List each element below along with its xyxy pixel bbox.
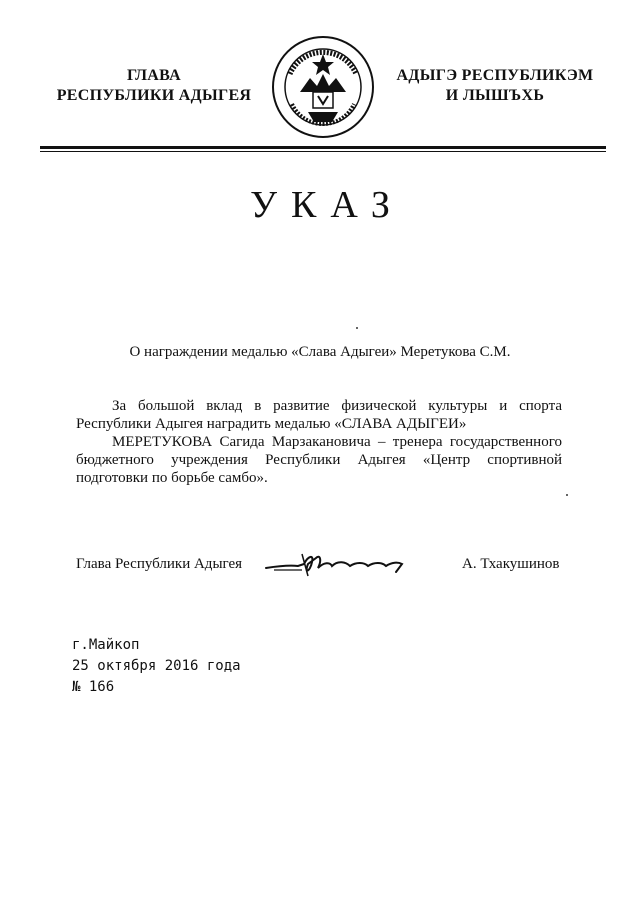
header-left-line1: ГЛАВА: [127, 67, 181, 84]
header-divider-thick: [40, 146, 606, 149]
document-title: УКАЗ: [250, 184, 404, 226]
scan-speck: [356, 327, 358, 329]
header-right-line2: И ЛЫШЪХЬ: [445, 87, 545, 104]
body-paragraph-2: МЕРЕТУКОВА Сагида Марзакановича – тренера государственного бюджетного учреждения Республики Адыгея «Центр спортивной подготовки по борьбе самбо».: [76, 434, 562, 486]
meta-city: г.Майкоп: [72, 637, 140, 653]
meta-number: № 166: [72, 679, 115, 695]
document-subject: О награждении медалью «Слава Адыгеи» Меретукова С.М.: [129, 344, 511, 360]
signatory-name: А. Тхакушинов: [462, 556, 560, 572]
header-divider-thin: [40, 151, 606, 152]
scan-speck: [566, 494, 568, 496]
meta-date: 25 октября 2016 года: [72, 658, 241, 674]
document-body: [76, 397, 562, 487]
header-right: [388, 66, 602, 106]
republic-of-adygea-coat-of-arms-icon: [270, 34, 376, 140]
signatory-role: Глава Республики Адыгея: [76, 556, 243, 572]
header-right-line1: АДЫГЭ РЕСПУБЛИКЭМ: [396, 67, 594, 84]
header-left: [40, 66, 268, 106]
header-left-line2: РЕСПУБЛИКИ АДЫГЕЯ: [56, 87, 252, 104]
handwritten-signature: [264, 550, 414, 578]
document-meta: [72, 635, 241, 698]
body-paragraph-1: За большой вклад в развитие физической культуры и спорта Республики Адыгея наградить медалью «СЛАВА АДЫГЕИ»: [76, 398, 562, 432]
